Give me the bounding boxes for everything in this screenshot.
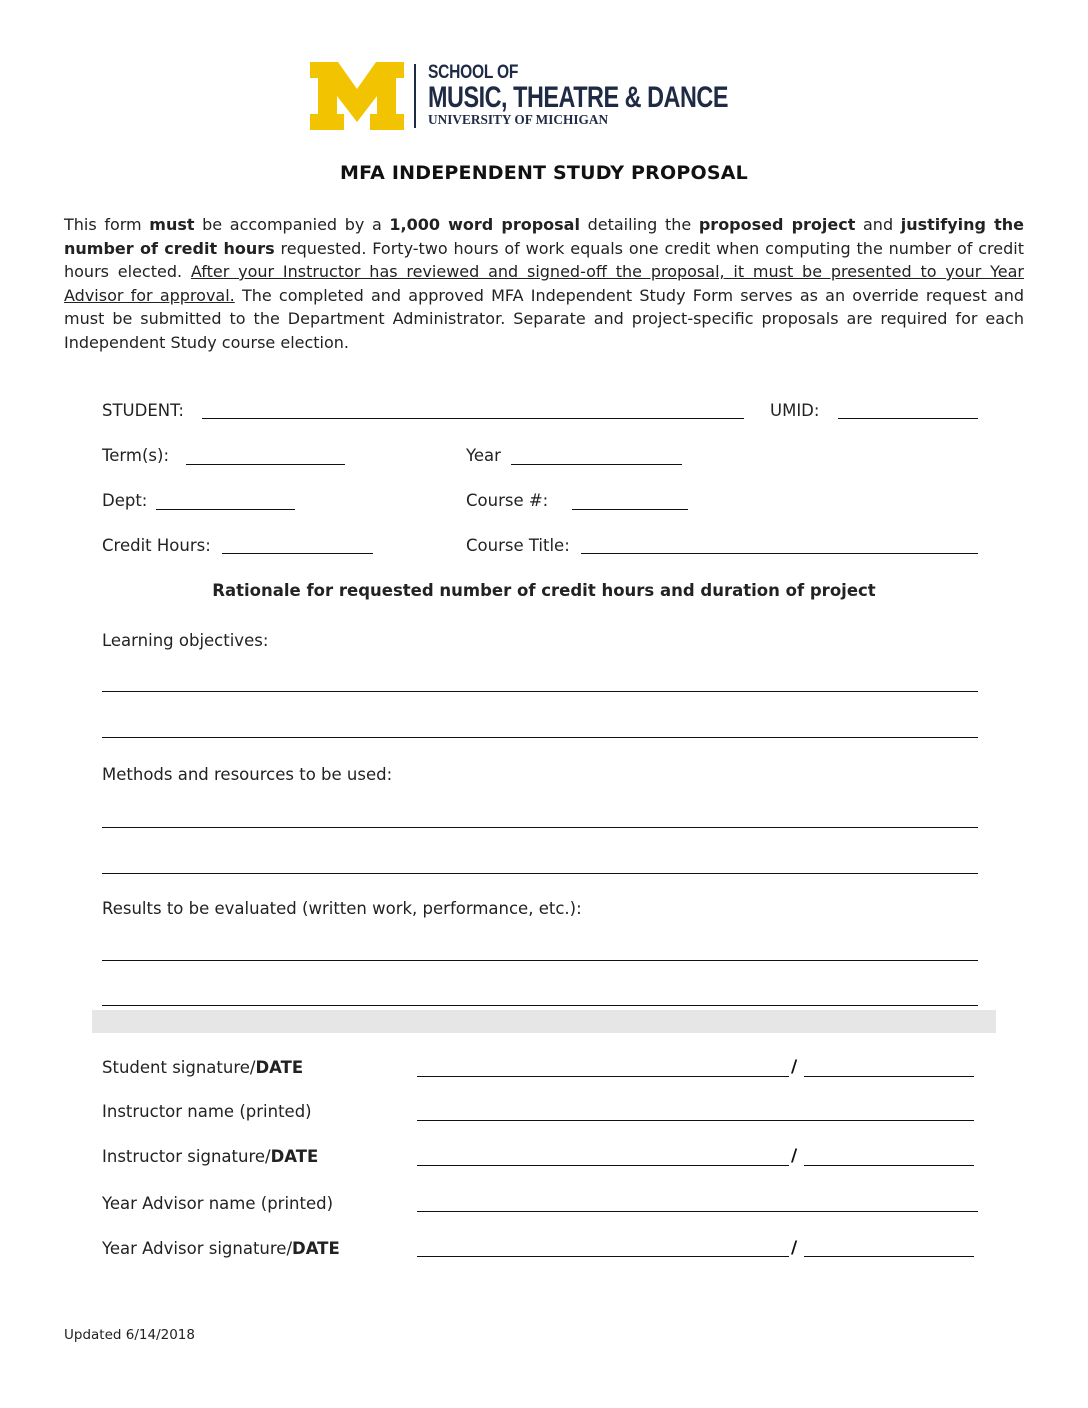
- advisor-signature-field[interactable]: [417, 1256, 789, 1257]
- student-field[interactable]: [202, 418, 744, 419]
- dept-field[interactable]: [156, 509, 295, 510]
- instructor-name-field[interactable]: [417, 1120, 974, 1121]
- learning-objectives-line[interactable]: [102, 691, 978, 692]
- methods-line[interactable]: [102, 873, 978, 874]
- learning-objectives-label: Learning objectives:: [102, 631, 269, 650]
- course-title-field[interactable]: [581, 553, 978, 554]
- dept-label: Dept:: [102, 491, 148, 510]
- methods-line[interactable]: [102, 827, 978, 828]
- credit-hours-field[interactable]: [222, 553, 373, 554]
- course-title-label: Course Title:: [466, 536, 570, 555]
- instructor-name-label: Instructor name (printed): [102, 1102, 312, 1121]
- date-separator: /: [791, 1146, 798, 1166]
- university-name: UNIVERSITY OF MICHIGAN: [428, 113, 609, 128]
- student-signature-label: Student signature/DATE: [102, 1058, 304, 1077]
- school-name-line1: SCHOOL OF: [428, 62, 519, 83]
- instructions-paragraph: This form must be accompanied by a 1,000 word proposal detailing the proposed project and justifying the number of credit hours requested. Forty-two hours of work equals one credit when computing the number of credit hours elected. After your Instructor has reviewed and signed-off the proposal, it must be presented to your Year Advisor for approval. The completed and approved MFA Independent Study Form serves as an override request and must be submitted to the Department Administrator. Separate and project-specific proposals are required for each Independent Study course election.: [64, 215, 1025, 352]
- school-name-line2: MUSIC, THEATRE & DANCE: [428, 81, 728, 114]
- results-line[interactable]: [102, 1005, 978, 1006]
- student-date-field[interactable]: [804, 1076, 974, 1077]
- rationale-heading: Rationale for requested number of credit hours and duration of project: [212, 581, 876, 600]
- date-separator: /: [791, 1238, 798, 1258]
- advisor-name-label: Year Advisor name (printed): [102, 1194, 334, 1213]
- advisor-date-field[interactable]: [804, 1256, 974, 1257]
- advisor-signature-label: Year Advisor signature/DATE: [102, 1239, 340, 1258]
- date-separator: /: [791, 1057, 798, 1077]
- credit-hours-label: Credit Hours:: [102, 536, 211, 555]
- year-label: Year: [466, 446, 501, 465]
- section-divider-band: [92, 1010, 996, 1033]
- umid-field[interactable]: [838, 418, 978, 419]
- umid-label: UMID:: [770, 401, 820, 420]
- advisor-name-field[interactable]: [417, 1211, 978, 1212]
- results-label: Results to be evaluated (written work, performance, etc.):: [102, 899, 582, 918]
- instructor-signature-label: Instructor signature/DATE: [102, 1147, 319, 1166]
- methods-label: Methods and resources to be used:: [102, 765, 393, 784]
- terms-field[interactable]: [186, 464, 345, 465]
- university-block-m-logo: [310, 62, 404, 130]
- form-title: MFA INDEPENDENT STUDY PROPOSAL: [340, 162, 748, 184]
- course-number-field[interactable]: [572, 509, 688, 510]
- updated-date: Updated 6/14/2018: [64, 1327, 195, 1343]
- logo-divider: [414, 64, 416, 128]
- learning-objectives-line[interactable]: [102, 737, 978, 738]
- results-line[interactable]: [102, 960, 978, 961]
- student-signature-field[interactable]: [417, 1076, 789, 1077]
- student-label: STUDENT:: [102, 401, 184, 420]
- instructor-signature-field[interactable]: [417, 1165, 789, 1166]
- instructor-date-field[interactable]: [804, 1165, 974, 1166]
- year-field[interactable]: [511, 464, 682, 465]
- terms-label: Term(s):: [102, 446, 170, 465]
- course-number-label: Course #:: [466, 491, 549, 510]
